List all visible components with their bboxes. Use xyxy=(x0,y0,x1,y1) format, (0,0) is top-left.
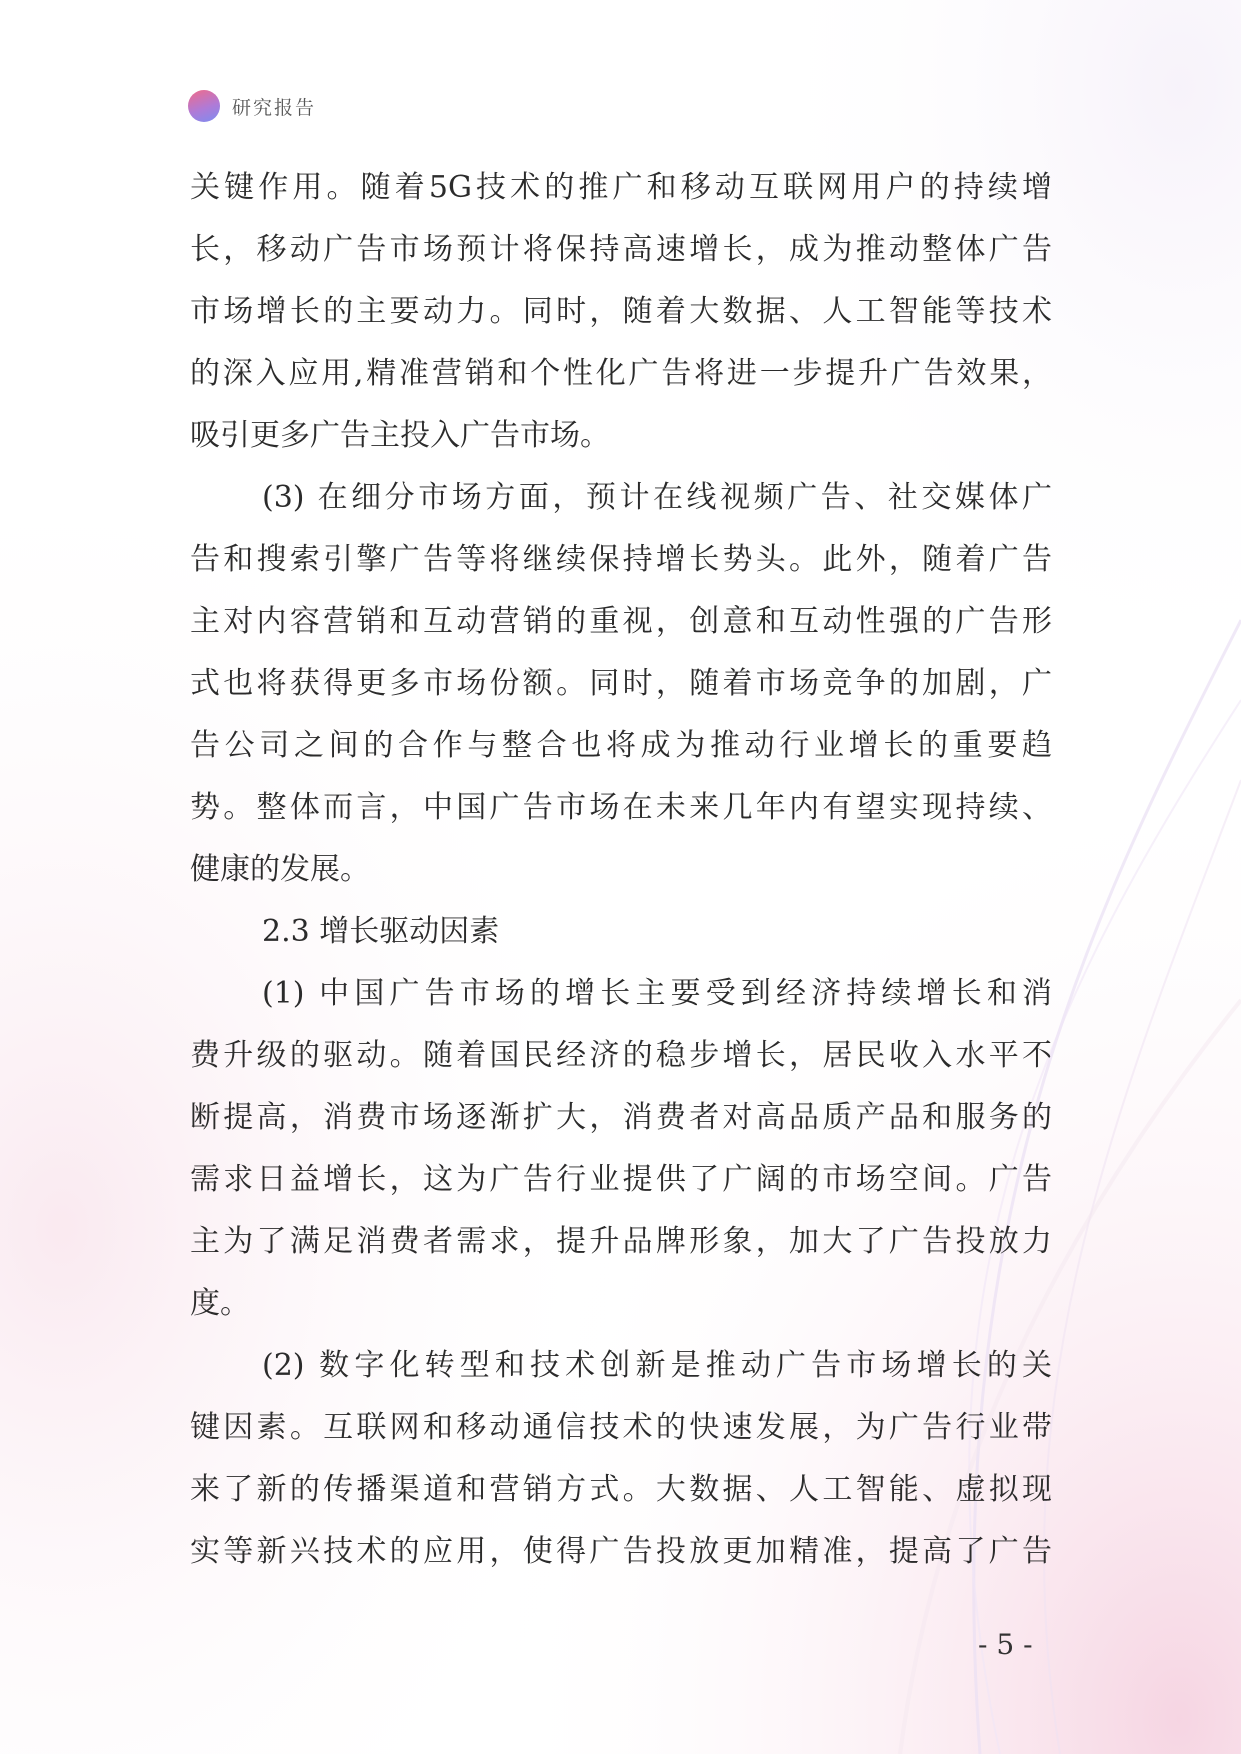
text-line: 健康的发展。 xyxy=(190,852,370,887)
text-line: 吸引更多广告主投入广告市场。 xyxy=(190,418,610,453)
paragraph xyxy=(190,467,1052,901)
logo-icon xyxy=(188,90,220,122)
text-line: 需求日益增长，这为广告行业提供了广阔的市场空间。广告 xyxy=(190,1162,1052,1197)
text-line: 势。整体而言，中国广告市场在未来几年内有望实现持续、 xyxy=(190,790,1052,825)
text-line: 的深入应用,精准营销和个性化广告将进一步提升广告效果， xyxy=(190,356,1052,391)
text-line: 告和搜索引擎广告等将继续保持增长势头。此外，随着广告 xyxy=(190,542,1052,577)
text-line: 市场增长的主要动力。同时，随着大数据、人工智能等技术 xyxy=(190,294,1052,329)
document-body xyxy=(190,157,1052,1583)
text-line: (1) 中国广告市场的增长主要受到经济持续增长和消 xyxy=(262,976,1052,1011)
paragraph xyxy=(190,963,1052,1335)
text-line: 告公司之间的合作与整合也将成为推动行业增长的重要趋 xyxy=(190,728,1052,763)
text-line: 主为了满足消费者需求，提升品牌形象，加大了广告投放力 xyxy=(190,1224,1052,1259)
text-line: (3) 在细分市场方面，预计在线视频广告、社交媒体广 xyxy=(262,480,1052,515)
text-line: 长，移动广告市场预计将保持高速增长，成为推动整体广告 xyxy=(190,232,1052,267)
text-line: 度。 xyxy=(190,1286,250,1321)
text-line: 式也将获得更多市场份额。同时，随着市场竞争的加剧，广 xyxy=(190,666,1052,701)
text-line: 键因素。互联网和移动通信技术的快速发展，为广告行业带 xyxy=(190,1410,1052,1445)
report-header xyxy=(188,88,316,124)
paragraph xyxy=(190,157,1052,467)
text-line: 费升级的驱动。随着国民经济的稳步增长，居民收入水平不 xyxy=(190,1038,1052,1073)
section-heading: 2.3 增长驱动因素 xyxy=(262,914,500,949)
text-line: 来了新的传播渠道和营销方式。大数据、人工智能、虚拟现 xyxy=(190,1472,1052,1507)
paragraph xyxy=(190,1335,1052,1583)
text-line: (2) 数字化转型和技术创新是推动广告市场增长的关 xyxy=(262,1348,1052,1383)
text-line: 关键作用。随着5G技术的推广和移动互联网用户的持续增 xyxy=(190,170,1052,205)
text-line: 断提高，消费市场逐渐扩大，消费者对高品质产品和服务的 xyxy=(190,1100,1052,1135)
header-title: 研究报告 xyxy=(232,96,317,119)
page-number: - 5 - xyxy=(978,1628,1033,1661)
text-line: 主对内容营销和互动营销的重视，创意和互动性强的广告形 xyxy=(190,604,1052,639)
text-line: 实等新兴技术的应用，使得广告投放更加精准，提高了广告 xyxy=(190,1534,1052,1569)
